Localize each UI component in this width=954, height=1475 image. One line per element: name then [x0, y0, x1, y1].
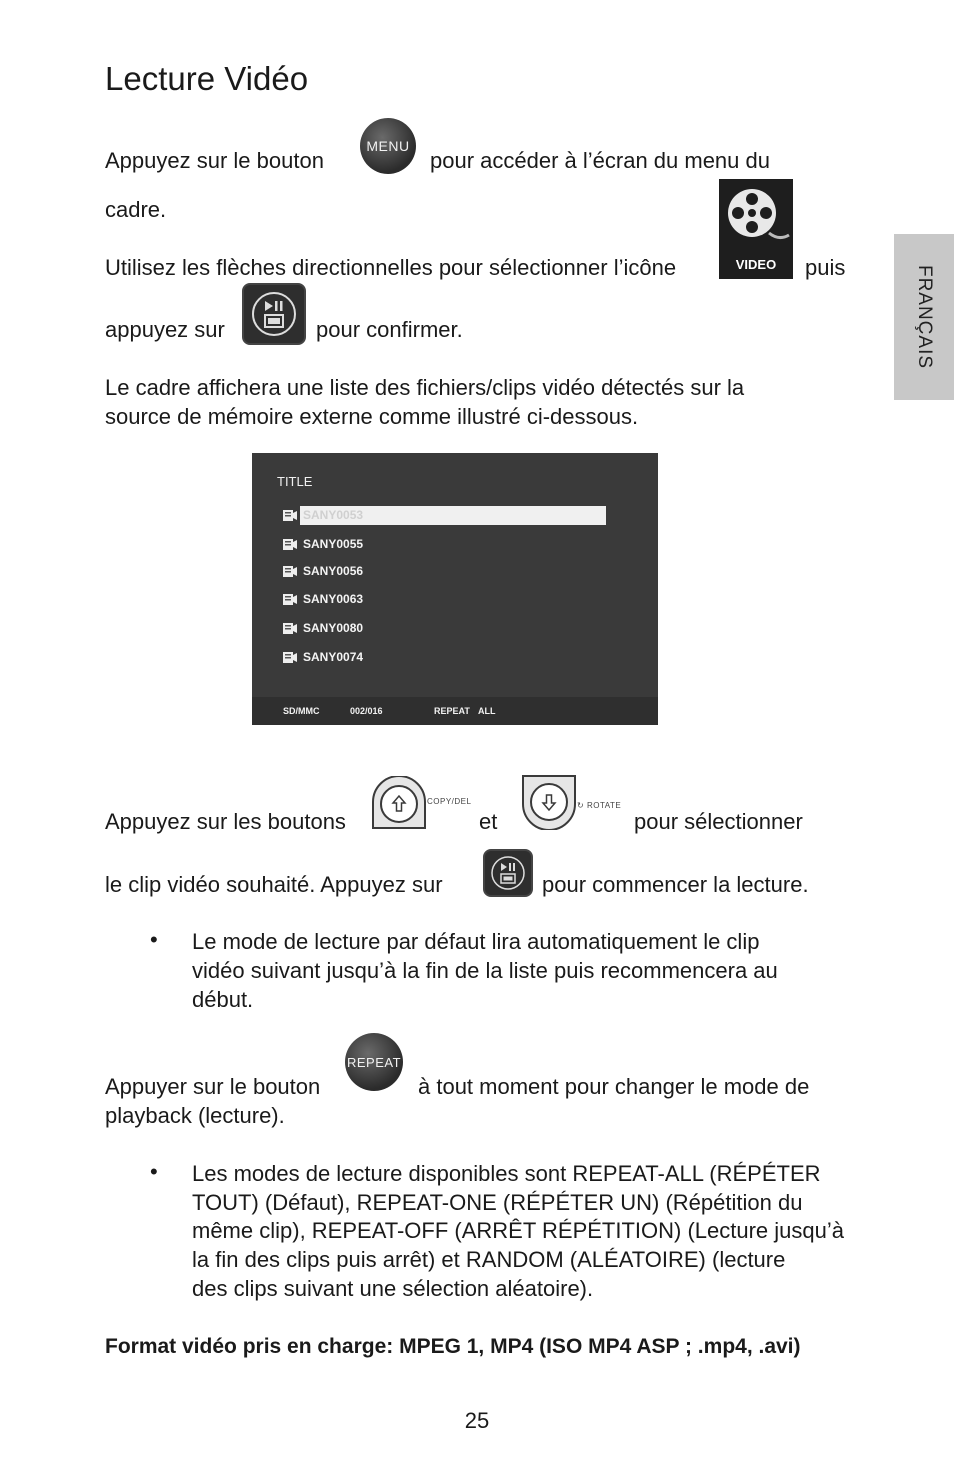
para1-before: Appuyez sur le bouton — [105, 148, 324, 173]
file-row[interactable] — [282, 619, 612, 639]
file-list-screen — [252, 453, 658, 725]
rotate-label-text: ROTATE — [586, 801, 622, 810]
menu-button-label: MENU — [366, 138, 410, 154]
screen-title: TITLE — [277, 474, 313, 489]
format-note: Format vidéo pris en charge: MPEG 1, MP4 (ISO MP4 ASP ; .mp4, .avi) — [105, 1335, 801, 1358]
video-file-icon — [282, 509, 298, 522]
para4-line2-after: pour commencer la lecture. — [542, 872, 809, 897]
video-file-icon — [282, 622, 298, 635]
screen-status-bar — [252, 697, 658, 725]
file-row[interactable] — [282, 562, 612, 582]
video-file-icon — [282, 538, 298, 551]
file-row[interactable] — [282, 590, 612, 610]
copy-del-label: COPY/DEL — [427, 797, 472, 806]
file-name: SANY0055 — [303, 537, 364, 551]
bullet1-line1: Le mode de lecture par défaut lira automatiquement le clip — [192, 929, 760, 954]
repeat-button-label: REPEAT — [346, 1054, 402, 1070]
down-rotate-button — [521, 774, 631, 830]
down-arrow-button-icon — [521, 774, 577, 830]
bullet2-line4: la fin des clips puis arrêt) et RANDOM (ALÉATOIRE) (lecture — [192, 1247, 786, 1272]
file-row-selected[interactable] — [282, 506, 612, 526]
para2-line2-before: appuyez sur — [105, 317, 225, 342]
play-pause-icon — [244, 285, 304, 343]
repeat-value: ALL — [478, 706, 496, 716]
para4-middle: et — [479, 809, 498, 834]
play-pause-button-icon-2 — [483, 849, 533, 897]
video-icon-label: VIDEO — [735, 257, 777, 272]
file-row[interactable] — [282, 648, 612, 668]
page-number: 25 — [464, 1408, 490, 1433]
repeat-label: REPEAT — [434, 706, 470, 716]
video-file-icon — [282, 651, 298, 664]
para5-after: à tout moment pour changer le mode de — [418, 1074, 810, 1099]
up-arrow-button-icon — [371, 776, 427, 832]
para1-after: pour accéder à l’écran du menu du — [430, 148, 770, 173]
repeat-button-icon — [345, 1033, 403, 1091]
rotate-icon: ↻ — [577, 801, 587, 810]
language-tab — [894, 234, 954, 400]
video-file-icon — [282, 565, 298, 578]
file-name: SANY0053 — [303, 508, 364, 522]
bullet-dot-1: • — [150, 927, 158, 952]
file-name: SANY0080 — [303, 621, 364, 635]
source-label: SD/MMC — [283, 706, 320, 716]
para3-line1: Le cadre affichera une liste des fichiers/clips vidéo détectés sur la — [105, 375, 745, 400]
para2-before: Utilisez les flèches directionnelles pour sélectionner l’icône — [105, 255, 677, 280]
up-copy-del-button — [371, 776, 471, 832]
rotate-label — [577, 801, 621, 810]
file-count: 002/016 — [350, 706, 383, 716]
bullet2-line5: des clips suivant une sélection aléatoire). — [192, 1276, 594, 1301]
video-reel-icon — [719, 179, 793, 279]
bullet2-line2: TOUT) (Défaut), REPEAT-ONE (RÉPÉTER UN) (Répétition du — [192, 1190, 803, 1215]
play-pause-icon — [485, 851, 531, 895]
para2-after: puis — [805, 255, 846, 280]
para4-after: pour sélectionner — [634, 809, 803, 834]
para5-before: Appuyer sur le bouton — [105, 1074, 321, 1099]
page-title: Lecture Vidéo — [105, 60, 309, 97]
film-reel-icon — [719, 179, 793, 253]
language-tab-label: FRANÇAIS — [914, 264, 935, 370]
para1-line2: cadre. — [105, 197, 167, 222]
bullet1-line2: vidéo suivant jusqu’à la fin de la liste puis recommencera au — [192, 958, 778, 983]
para4-line2-before: le clip vidéo souhaité. Appuyez sur — [105, 872, 443, 897]
menu-button-icon — [360, 118, 416, 174]
bullet-dot-2: • — [150, 1159, 158, 1184]
bullet1-line3: début. — [192, 987, 254, 1012]
file-row[interactable] — [282, 535, 612, 555]
para5-line2: playback (lecture). — [105, 1103, 285, 1128]
bullet2-line3: même clip), REPEAT-OFF (ARRÊT RÉPÉTITION) (Lecture jusqu’à — [192, 1218, 844, 1243]
file-name: SANY0063 — [303, 592, 364, 606]
play-pause-button-icon — [242, 283, 306, 345]
para3-line2: source de mémoire externe comme illustré ci-dessous. — [105, 404, 639, 429]
para4-before: Appuyez sur les boutons — [105, 809, 346, 834]
video-file-icon — [282, 593, 298, 606]
bullet2-line1: Les modes de lecture disponibles sont REPEAT-ALL (RÉPÉTER — [192, 1161, 821, 1186]
file-name: SANY0074 — [303, 650, 364, 664]
para2-line2-after: pour confirmer. — [316, 317, 463, 342]
file-name: SANY0056 — [303, 564, 364, 578]
